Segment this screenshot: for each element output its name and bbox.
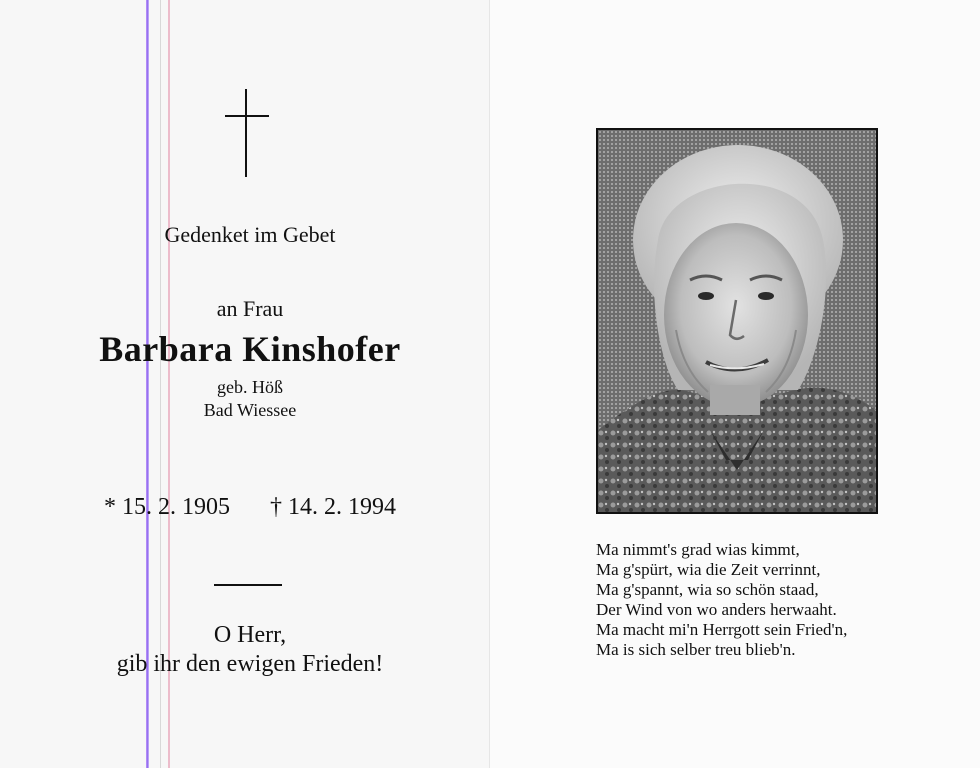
poem: [596, 540, 847, 660]
death-date: † 14. 2. 1994: [270, 494, 396, 520]
place: Bad Wiessee: [203, 400, 297, 420]
poem-line: Ma is sich selber treu blieb'n.: [596, 640, 796, 659]
fold-line: [489, 0, 490, 768]
salutation: an Frau: [216, 296, 284, 321]
divider: [214, 584, 282, 586]
portrait-photo: [596, 128, 878, 514]
heading: Gedenket im Gebet: [164, 222, 336, 247]
prayer-line: gib ihr den ewigen Frieden!: [116, 651, 384, 677]
prayer-line: O Herr,: [213, 622, 287, 648]
birth-name: geb. Höß: [217, 377, 283, 397]
birth-date: * 15. 2. 1905: [104, 494, 230, 520]
poem-line: Ma g'spannt, wia so schön staad,: [596, 580, 819, 599]
poem-line: Ma nimmt's grad wias kimmt,: [596, 540, 800, 559]
cross-icon: [222, 89, 272, 177]
life-dates: [104, 494, 396, 521]
poem-line: Ma g'spürt, wia die Zeit verrinnt,: [596, 560, 821, 579]
poem-line: Der Wind von wo anders herwaaht.: [596, 600, 837, 619]
poem-line: Ma macht mi'n Herrgott sein Fried'n,: [596, 620, 848, 639]
deceased-name: Barbara Kinshofer: [99, 329, 401, 369]
